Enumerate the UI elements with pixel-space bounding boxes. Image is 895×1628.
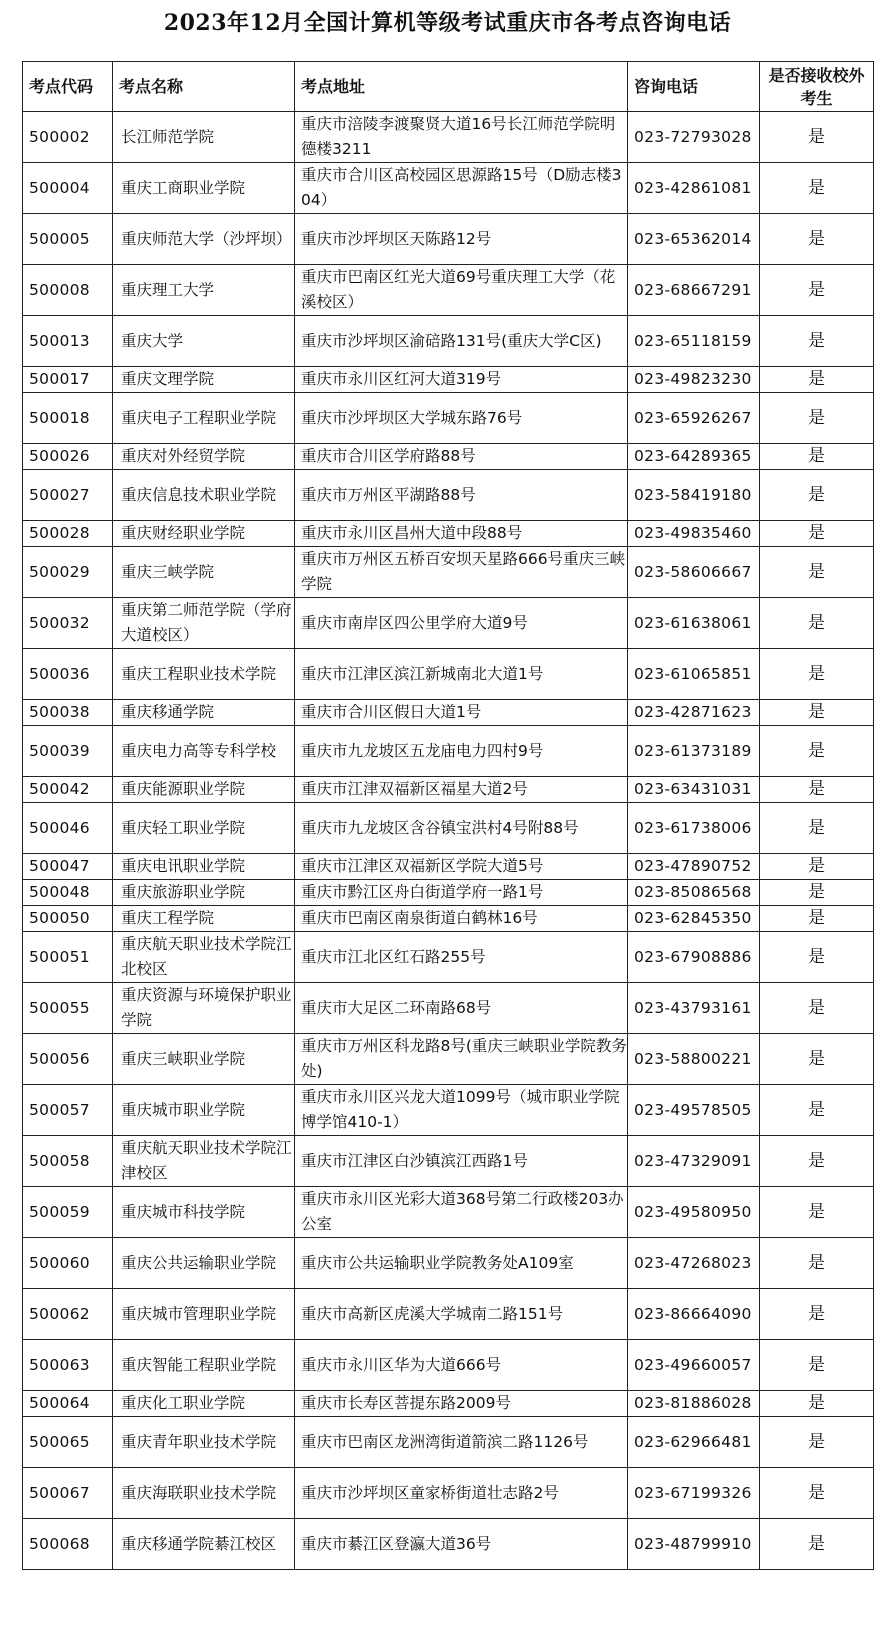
row-name: 重庆工程学院 (113, 906, 295, 932)
row-accept: 是 (760, 265, 874, 316)
row-address: 重庆市沙坪坝区天陈路12号 (295, 214, 628, 265)
row-name: 重庆对外经贸学院 (113, 444, 295, 470)
row-name: 重庆财经职业学院 (113, 521, 295, 547)
row-name: 重庆资源与环境保护职业学院 (113, 983, 295, 1034)
row-address: 重庆市万州区五桥百安坝天星路666号重庆三峡学院 (295, 547, 628, 598)
table-row (23, 854, 874, 880)
row-address: 重庆市巴南区红光大道69号重庆理工大学（花溪校区） (295, 265, 628, 316)
table-row (23, 1468, 874, 1519)
row-phone: 023-86664090 (628, 1289, 760, 1340)
row-phone: 023-58419180 (628, 470, 760, 521)
row-address: 重庆市永川区光彩大道368号第二行政楼203办公室 (295, 1187, 628, 1238)
row-name: 重庆三峡学院 (113, 547, 295, 598)
row-accept: 是 (760, 1468, 874, 1519)
table-row (23, 1085, 874, 1136)
row-accept: 是 (760, 854, 874, 880)
row-phone: 023-61065851 (628, 649, 760, 700)
table-row (23, 1340, 874, 1391)
row-phone: 023-81886028 (628, 1391, 760, 1417)
table-row (23, 1519, 874, 1570)
row-accept: 是 (760, 444, 874, 470)
row-phone: 023-43793161 (628, 983, 760, 1034)
table-row (23, 1136, 874, 1187)
row-address: 重庆市合川区学府路88号 (295, 444, 628, 470)
row-phone: 023-65926267 (628, 393, 760, 444)
row-address: 重庆市南岸区四公里学府大道9号 (295, 598, 628, 649)
row-phone: 023-63431031 (628, 777, 760, 803)
table-row (23, 906, 874, 932)
table-row (23, 598, 874, 649)
row-address: 重庆市綦江区登瀛大道36号 (295, 1519, 628, 1570)
row-code: 500038 (23, 700, 113, 726)
row-accept: 是 (760, 880, 874, 906)
row-accept: 是 (760, 598, 874, 649)
row-code: 500057 (23, 1085, 113, 1136)
table-row (23, 726, 874, 777)
row-accept: 是 (760, 700, 874, 726)
row-phone: 023-49580950 (628, 1187, 760, 1238)
row-phone: 023-67199326 (628, 1468, 760, 1519)
row-phone: 023-58606667 (628, 547, 760, 598)
table-row (23, 1187, 874, 1238)
row-name: 重庆旅游职业学院 (113, 880, 295, 906)
row-address: 重庆市高新区虎溪大学城南二路151号 (295, 1289, 628, 1340)
row-accept: 是 (760, 1340, 874, 1391)
row-address: 重庆市九龙坡区五龙庙电力四村9号 (295, 726, 628, 777)
table-row (23, 163, 874, 214)
row-accept: 是 (760, 1391, 874, 1417)
row-accept: 是 (760, 649, 874, 700)
table-row (23, 112, 874, 163)
row-name: 重庆理工大学 (113, 265, 295, 316)
row-accept: 是 (760, 163, 874, 214)
row-code: 500059 (23, 1187, 113, 1238)
table-row (23, 1289, 874, 1340)
row-code: 500064 (23, 1391, 113, 1417)
row-address: 重庆市江津区滨江新城南北大道1号 (295, 649, 628, 700)
row-address: 重庆市黔江区舟白街道学府一路1号 (295, 880, 628, 906)
row-accept: 是 (760, 316, 874, 367)
row-address: 重庆市万州区科龙路8号(重庆三峡职业学院教务处) (295, 1034, 628, 1085)
row-name: 重庆电讯职业学院 (113, 854, 295, 880)
table-row (23, 444, 874, 470)
header-address: 考点地址 (295, 62, 628, 112)
row-address: 重庆市长寿区菩提东路2009号 (295, 1391, 628, 1417)
row-phone: 023-62845350 (628, 906, 760, 932)
row-code: 500065 (23, 1417, 113, 1468)
row-address: 重庆市九龙坡区含谷镇宝洪村4号附88号 (295, 803, 628, 854)
row-accept: 是 (760, 777, 874, 803)
row-address: 重庆市永川区昌州大道中段88号 (295, 521, 628, 547)
table-row (23, 1417, 874, 1468)
row-address: 重庆市江北区红石路255号 (295, 932, 628, 983)
row-name: 重庆航天职业技术学院江津校区 (113, 1136, 295, 1187)
row-name: 重庆三峡职业学院 (113, 1034, 295, 1085)
row-phone: 023-47329091 (628, 1136, 760, 1187)
row-address: 重庆市沙坪坝区渝碚路131号(重庆大学C区) (295, 316, 628, 367)
row-phone: 023-65362014 (628, 214, 760, 265)
row-address: 重庆市巴南区南泉街道白鹤林16号 (295, 906, 628, 932)
table-body (23, 112, 874, 1570)
row-address: 重庆市巴南区龙洲湾街道箭滨二路1126号 (295, 1417, 628, 1468)
row-accept: 是 (760, 214, 874, 265)
row-code: 500008 (23, 265, 113, 316)
row-phone: 023-64289365 (628, 444, 760, 470)
row-phone: 023-42861081 (628, 163, 760, 214)
row-phone: 023-65118159 (628, 316, 760, 367)
row-code: 500051 (23, 932, 113, 983)
row-phone: 023-47268023 (628, 1238, 760, 1289)
row-accept: 是 (760, 1289, 874, 1340)
row-address: 重庆市永川区红河大道319号 (295, 367, 628, 393)
exam-site-table (22, 61, 874, 1570)
table-row (23, 1034, 874, 1085)
row-accept: 是 (760, 470, 874, 521)
table-row (23, 880, 874, 906)
row-code: 500067 (23, 1468, 113, 1519)
row-phone: 023-85086568 (628, 880, 760, 906)
row-name: 重庆工商职业学院 (113, 163, 295, 214)
row-phone: 023-42871623 (628, 700, 760, 726)
row-code: 500047 (23, 854, 113, 880)
row-phone: 023-67908886 (628, 932, 760, 983)
row-name: 重庆城市管理职业学院 (113, 1289, 295, 1340)
table-row (23, 1391, 874, 1417)
row-code: 500005 (23, 214, 113, 265)
row-address: 重庆市永川区兴龙大道1099号（城市职业学院博学馆410-1） (295, 1085, 628, 1136)
row-address: 重庆市万州区平湖路88号 (295, 470, 628, 521)
table-row (23, 214, 874, 265)
row-code: 500036 (23, 649, 113, 700)
row-name: 重庆大学 (113, 316, 295, 367)
row-accept: 是 (760, 547, 874, 598)
row-name: 重庆移通学院綦江校区 (113, 1519, 295, 1570)
row-accept: 是 (760, 112, 874, 163)
row-name: 重庆青年职业技术学院 (113, 1417, 295, 1468)
row-code: 500004 (23, 163, 113, 214)
table-row (23, 470, 874, 521)
table-row (23, 1238, 874, 1289)
row-code: 500028 (23, 521, 113, 547)
row-accept: 是 (760, 726, 874, 777)
row-address: 重庆市大足区二环南路68号 (295, 983, 628, 1034)
row-accept: 是 (760, 367, 874, 393)
row-code: 500048 (23, 880, 113, 906)
row-phone: 023-49660057 (628, 1340, 760, 1391)
table-row (23, 521, 874, 547)
table-row (23, 777, 874, 803)
table-row (23, 700, 874, 726)
row-phone: 023-62966481 (628, 1417, 760, 1468)
row-code: 500062 (23, 1289, 113, 1340)
row-accept: 是 (760, 983, 874, 1034)
row-accept: 是 (760, 1187, 874, 1238)
row-address: 重庆市江津区白沙镇滨江西路1号 (295, 1136, 628, 1187)
table-row (23, 367, 874, 393)
row-accept: 是 (760, 393, 874, 444)
header-name: 考点名称 (113, 62, 295, 112)
row-accept: 是 (760, 1519, 874, 1570)
row-phone: 023-49835460 (628, 521, 760, 547)
row-name: 重庆城市科技学院 (113, 1187, 295, 1238)
row-phone: 023-48799910 (628, 1519, 760, 1570)
row-code: 500018 (23, 393, 113, 444)
page-title: 2023年12月全国计算机等级考试重庆市各考点咨询电话 (163, 10, 732, 36)
table-header-row (23, 62, 874, 112)
table-row (23, 547, 874, 598)
row-name: 重庆公共运输职业学院 (113, 1238, 295, 1289)
row-name: 重庆电力高等专科学校 (113, 726, 295, 777)
row-address: 重庆市江津区双福新区学院大道5号 (295, 854, 628, 880)
row-code: 500058 (23, 1136, 113, 1187)
row-address: 重庆市沙坪坝区童家桥街道壮志路2号 (295, 1468, 628, 1519)
row-address: 重庆市永川区华为大道666号 (295, 1340, 628, 1391)
row-code: 500013 (23, 316, 113, 367)
row-name: 重庆电子工程职业学院 (113, 393, 295, 444)
row-phone: 023-72793028 (628, 112, 760, 163)
row-code: 500063 (23, 1340, 113, 1391)
row-name: 重庆智能工程职业学院 (113, 1340, 295, 1391)
row-phone: 023-49578505 (628, 1085, 760, 1136)
row-name: 重庆工程职业技术学院 (113, 649, 295, 700)
header-phone: 咨询电话 (628, 62, 760, 112)
row-address: 重庆市合川区高校园区思源路15号（D励志楼304） (295, 163, 628, 214)
row-phone: 023-58800221 (628, 1034, 760, 1085)
row-name: 重庆海联职业技术学院 (113, 1468, 295, 1519)
row-name: 重庆信息技术职业学院 (113, 470, 295, 521)
row-code: 500029 (23, 547, 113, 598)
row-phone: 023-49823230 (628, 367, 760, 393)
row-code: 500068 (23, 1519, 113, 1570)
table-row (23, 803, 874, 854)
row-address: 重庆市江津双福新区福星大道2号 (295, 777, 628, 803)
row-accept: 是 (760, 1034, 874, 1085)
row-phone: 023-61373189 (628, 726, 760, 777)
row-code: 500032 (23, 598, 113, 649)
row-code: 500055 (23, 983, 113, 1034)
row-name: 重庆移通学院 (113, 700, 295, 726)
row-accept: 是 (760, 1136, 874, 1187)
row-accept: 是 (760, 803, 874, 854)
row-name: 重庆城市职业学院 (113, 1085, 295, 1136)
table-row (23, 649, 874, 700)
row-code: 500042 (23, 777, 113, 803)
row-phone: 023-61638061 (628, 598, 760, 649)
table-row (23, 932, 874, 983)
row-code: 500046 (23, 803, 113, 854)
row-accept: 是 (760, 521, 874, 547)
row-code: 500056 (23, 1034, 113, 1085)
row-name: 重庆轻工职业学院 (113, 803, 295, 854)
row-name: 重庆师范大学（沙坪坝） (113, 214, 295, 265)
header-accept: 是否接收校外考生 (760, 62, 874, 112)
row-name: 重庆文理学院 (113, 367, 295, 393)
row-accept: 是 (760, 1238, 874, 1289)
table-row (23, 265, 874, 316)
row-code: 500050 (23, 906, 113, 932)
row-code: 500017 (23, 367, 113, 393)
row-name: 长江师范学院 (113, 112, 295, 163)
row-name: 重庆化工职业学院 (113, 1391, 295, 1417)
row-code: 500039 (23, 726, 113, 777)
row-accept: 是 (760, 1417, 874, 1468)
row-accept: 是 (760, 932, 874, 983)
row-name: 重庆能源职业学院 (113, 777, 295, 803)
row-address: 重庆市涪陵李渡聚贤大道16号长江师范学院明德楼3211 (295, 112, 628, 163)
row-address: 重庆市沙坪坝区大学城东路76号 (295, 393, 628, 444)
row-accept: 是 (760, 1085, 874, 1136)
row-code: 500027 (23, 470, 113, 521)
row-phone: 023-47890752 (628, 854, 760, 880)
row-name: 重庆航天职业技术学院江北校区 (113, 932, 295, 983)
header-code: 考点代码 (23, 62, 113, 112)
row-code: 500002 (23, 112, 113, 163)
row-address: 重庆市公共运输职业学院教务处A109室 (295, 1238, 628, 1289)
row-accept: 是 (760, 906, 874, 932)
row-phone: 023-68667291 (628, 265, 760, 316)
row-code: 500026 (23, 444, 113, 470)
row-address: 重庆市合川区假日大道1号 (295, 700, 628, 726)
table-row (23, 316, 874, 367)
table-row (23, 393, 874, 444)
table-row (23, 983, 874, 1034)
row-code: 500060 (23, 1238, 113, 1289)
row-name: 重庆第二师范学院（学府大道校区） (113, 598, 295, 649)
row-phone: 023-61738006 (628, 803, 760, 854)
